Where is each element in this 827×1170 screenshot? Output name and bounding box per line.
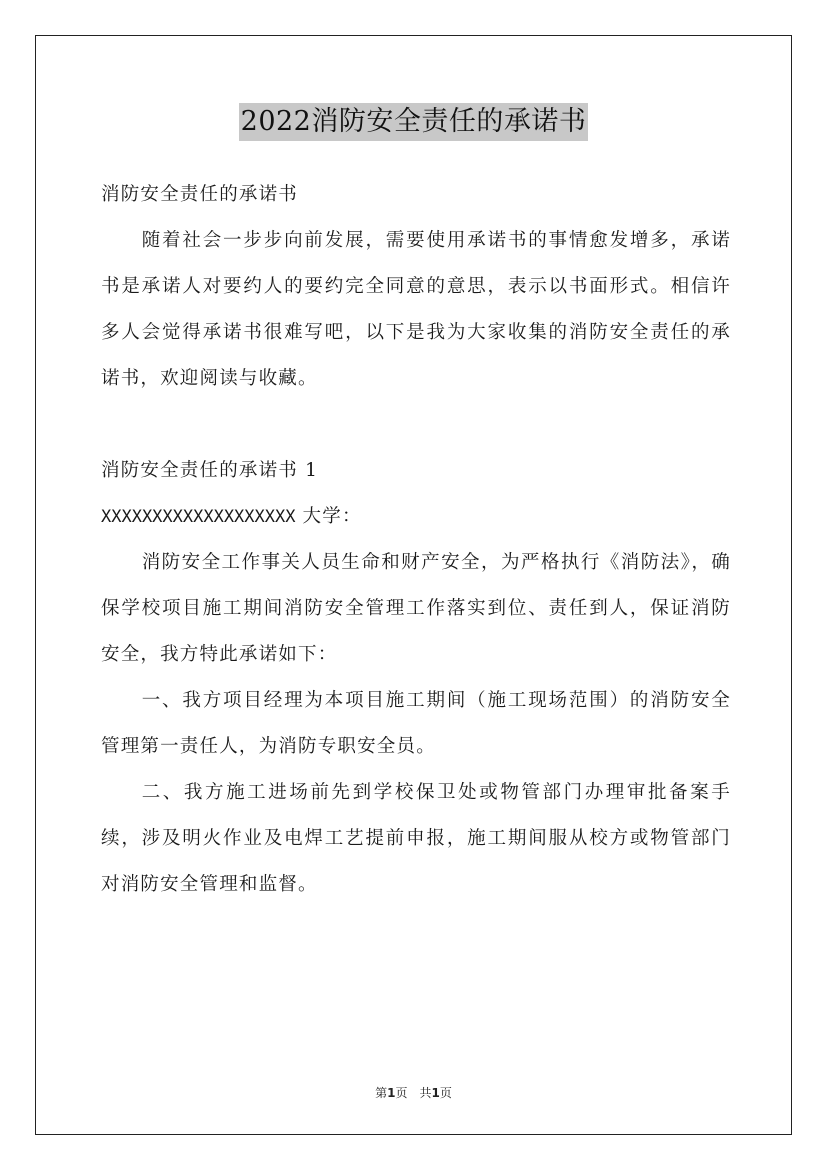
title-container: [0, 103, 827, 141]
document-title: 2022消防安全责任的承诺书: [239, 103, 589, 141]
section-title: 消防安全责任的承诺书 1: [101, 460, 319, 481]
intro-paragraph: 随着社会一步步向前发展，需要使用承诺书的事情愈发增多，承诺书是承诺人对要约人的要约完全同意的意思，表示以书面形式。相信许多人会觉得承诺书很难写吧，以下是我为大家收集的消防安全责任的承诺书，欢迎阅读与收藏。: [101, 230, 731, 389]
document-heading: 消防安全责任的承诺书: [101, 184, 299, 205]
total-prefix: 共: [419, 1086, 432, 1100]
addressee-line: [101, 494, 731, 540]
paragraph-2: 一、我方项目经理为本项目施工期间（施工现场范围）的消防安全管理第一责任人，为消防专职安全员。: [101, 690, 731, 757]
page-suffix: 页: [395, 1086, 408, 1100]
paragraph-1: 消防安全工作事关人员生命和财产安全，为严格执行《消防法》，确保学校项目施工期间消防安全管理工作落实到位、责任到人，保证消防安全，我方特此承诺如下：: [101, 552, 731, 665]
total-pages: 1: [431, 1086, 440, 1100]
paragraph-3: 二、我方施工进场前先到学校保卫处或物管部门办理审批备案手续，涉及明火作业及电焊工艺提前申报，施工期间服从校方或物管部门对消防安全管理和监督。: [101, 782, 731, 895]
document-body: [101, 172, 731, 908]
blank-line: [101, 402, 731, 448]
addressee-suffix: 大学：: [295, 506, 362, 527]
page-number: 1: [387, 1086, 396, 1100]
page-footer: [0, 1084, 827, 1101]
addressee-placeholder: XXXXXXXXXXXXXXXXXXX: [101, 507, 296, 527]
page-prefix: 第: [375, 1086, 388, 1100]
total-suffix: 页: [439, 1086, 452, 1100]
